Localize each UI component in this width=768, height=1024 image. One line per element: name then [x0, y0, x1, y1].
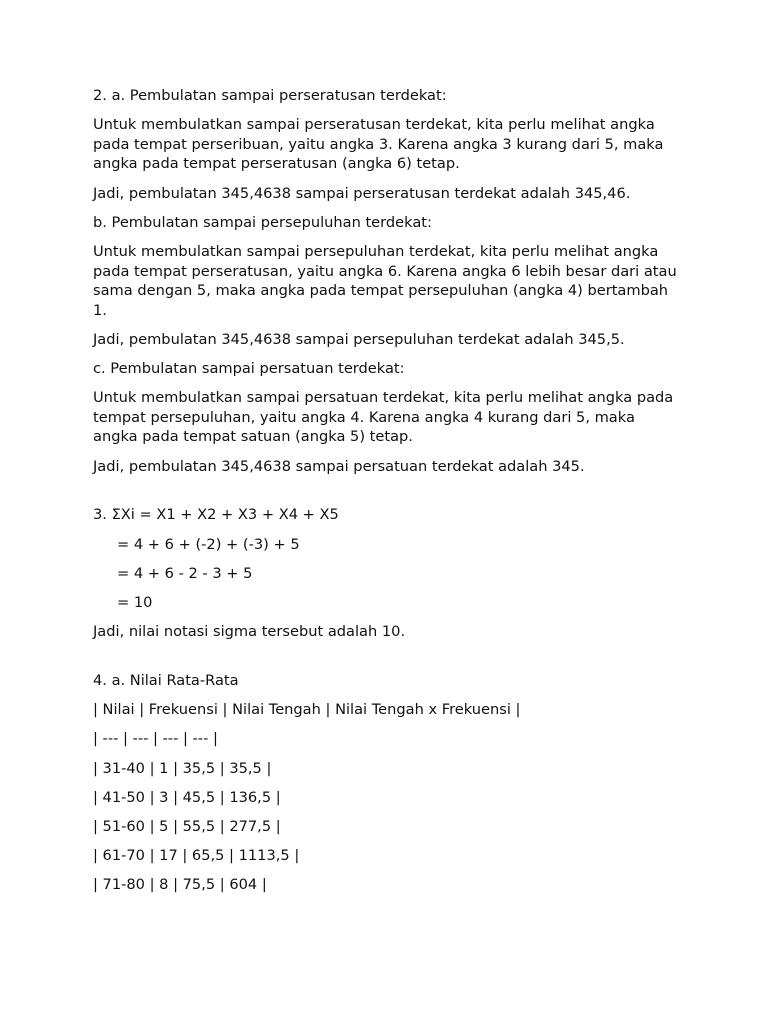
section-3-result: Jadi, nilai notasi sigma tersebut adalah 10. — [93, 623, 406, 641]
section-2c-heading: c. Pembulatan sampai persatuan terdekat: — [93, 360, 405, 378]
section-2a-body: Untuk membulatkan sampai perseratusan terdekat, kita perlu melihat angka pada tempat perseribuan, yaitu angka 3. Karena angka 3 kurang dari 5, maka angka pada tempat perseratusan (angka 6) tetap. — [93, 116, 664, 173]
section-3-line-2: = 4 + 6 + (-2) + (-3) + 5 — [117, 535, 300, 553]
section-2b-body: Untuk membulatkan sampai persepuluhan terdekat, kita perlu melihat angka pada tempat perseratusan, yaitu angka 6. Karena angka 6 lebih besar dari atau sama dengan 5, maka angka pada tempat persepuluhan (angka 4) bertambah 1. — [93, 242, 677, 319]
section-2a-result: Jadi, pembulatan 345,4638 sampai perseratusan terdekat adalah 345,46. — [93, 184, 631, 202]
section-4-heading: 4. a. Nilai Rata-Rata — [93, 671, 239, 689]
table-separator-line: | --- | --- | --- | --- | — [93, 730, 218, 748]
section-3-line-3: = 4 + 6 - 2 - 3 + 5 — [117, 564, 253, 582]
section-3-line-1: 3. ΣXi = X1 + X2 + X3 + X4 + X5 — [93, 506, 339, 524]
table-row: | 61-70 | 17 | 65,5 | 1113,5 | — [93, 847, 300, 865]
section-2b-result: Jadi, pembulatan 345,4638 sampai persepuluhan terdekat adalah 345,5. — [93, 330, 625, 348]
table-row: | 41-50 | 3 | 45,5 | 136,5 | — [93, 788, 281, 806]
section-2b-heading: b. Pembulatan sampai persepuluhan terdekat: — [93, 213, 432, 231]
table-row: | 71-80 | 8 | 75,5 | 604 | — [93, 876, 267, 894]
table-row: | 51-60 | 5 | 55,5 | 277,5 | — [93, 817, 281, 835]
document-page — [93, 86, 683, 904]
table-row: | 31-40 | 1 | 35,5 | 35,5 | — [93, 759, 272, 777]
table-header-line: | Nilai | Frekuensi | Nilai Tengah | Nilai Tengah x Frekuensi | — [93, 701, 521, 719]
spacer — [93, 486, 683, 506]
section-3-line-4: = 10 — [117, 594, 153, 611]
spacer — [93, 651, 683, 671]
section-2c-body: Untuk membulatkan sampai persatuan terdekat, kita perlu melihat angka pada tempat persepuluhan, yaitu angka 4. Karena angka 4 kurang dari 5, maka angka pada tempat satuan (angka 5) tetap. — [93, 389, 674, 446]
section-2c-result: Jadi, pembulatan 345,4638 sampai persatuan terdekat adalah 345. — [93, 457, 585, 475]
section-2a-heading: 2. a. Pembulatan sampai perseratusan terdekat: — [93, 87, 447, 104]
